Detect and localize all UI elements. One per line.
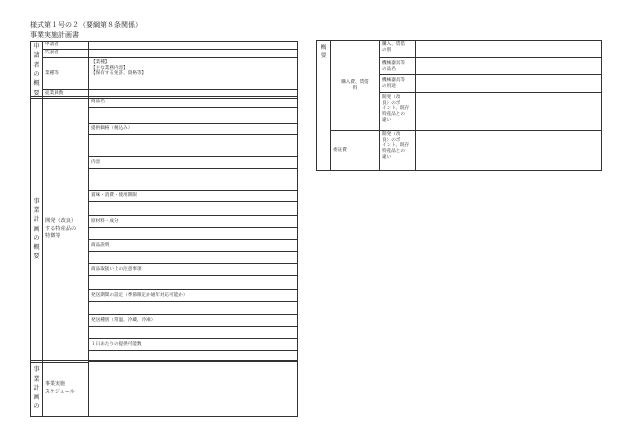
commission-label: 委託費 <box>331 131 380 171</box>
item-description-field[interactable] <box>89 252 298 264</box>
business-label: 業種等 <box>43 58 89 90</box>
item-shipping-type-field[interactable] <box>89 327 298 339</box>
purchase-label: 購入費、賃借 料 <box>331 41 380 131</box>
representative-field[interactable] <box>89 50 298 58</box>
item-price-field[interactable] <box>89 135 298 157</box>
equipment-use-field[interactable] <box>416 75 602 93</box>
applicant-name-label: 申請者 <box>43 42 89 50</box>
item-expiry-field[interactable] <box>89 202 298 216</box>
purchase-type-field[interactable] <box>416 41 602 58</box>
item-ingredients-field[interactable] <box>89 228 298 240</box>
plan-table <box>30 96 298 363</box>
product-features-label: 開発（改良） する特産品の 特徴等 <box>43 97 89 363</box>
item-handling: 商品取扱い上の注意事項 <box>89 264 298 276</box>
equipment-name-label: 機械器具等 の品名 <box>380 58 416 75</box>
purchase-improvement-label: 開発（改 良）のポ イント、既存 特産品との 違い <box>380 93 416 131</box>
item-contents-field[interactable] <box>89 169 298 191</box>
commission-improvement-field[interactable] <box>416 131 602 171</box>
item-product-name: 商品名 <box>89 97 298 108</box>
business-line: 【主な業務内容】 <box>91 65 128 71</box>
plan-section-label: 事 業 計 画 の 概 要 <box>31 97 43 363</box>
item-product-name-field[interactable] <box>89 108 298 124</box>
form-title: 事業実施計画書 <box>30 31 79 39</box>
purchase-improvement-field[interactable] <box>416 93 602 131</box>
schedule-field[interactable] <box>89 361 298 417</box>
business-line: 【業種】 <box>91 60 110 65</box>
business-field[interactable] <box>89 58 298 90</box>
cost-section-label: 概 要 <box>317 41 331 171</box>
applicant-name-field[interactable] <box>89 42 298 50</box>
item-contents: 内容 <box>89 157 298 169</box>
representative-label: 代表者 <box>43 50 89 58</box>
commission-improvement-label: 開発（改 良）のポ イント、既存 特産品との 違い <box>380 131 416 171</box>
schedule-label: 事業実施 スケジュール <box>43 361 89 417</box>
item-handling-field[interactable] <box>89 276 298 290</box>
item-shipping-period: 発送期間の設定（季節限定か通年対応可能か） <box>89 290 298 302</box>
schedule-table <box>30 360 298 417</box>
item-shipping-type: 発送種別（常温、冷蔵、冷凍） <box>89 315 298 327</box>
schedule-section-label: 事 業 計 画 の <box>31 361 43 417</box>
business-line: 【保有する免許、資格等】 <box>91 71 147 77</box>
purchase-type-label: 購入、賃借 の別 <box>380 41 416 58</box>
cost-table <box>316 40 602 171</box>
employees-label: 従業員数 <box>43 90 89 99</box>
item-expiry: 賞味・消費・使用期限 <box>89 191 298 202</box>
item-description: 商品説明 <box>89 240 298 252</box>
item-shipping-period-field[interactable] <box>89 302 298 315</box>
applicant-table <box>30 41 298 99</box>
item-daily-capacity: １日あたりの提供可能数 <box>89 339 298 351</box>
applicant-section-label: 申 請 者 の 概 要 <box>31 42 43 99</box>
equipment-use-label: 機械器具等 の用途 <box>380 75 416 93</box>
item-ingredients: 原材料・成分 <box>89 216 298 228</box>
equipment-name-field[interactable] <box>416 58 602 75</box>
form-number: 様式第１号の２（要綱第８条関係） <box>30 21 142 29</box>
item-price: 提供価格（税込み） <box>89 124 298 135</box>
